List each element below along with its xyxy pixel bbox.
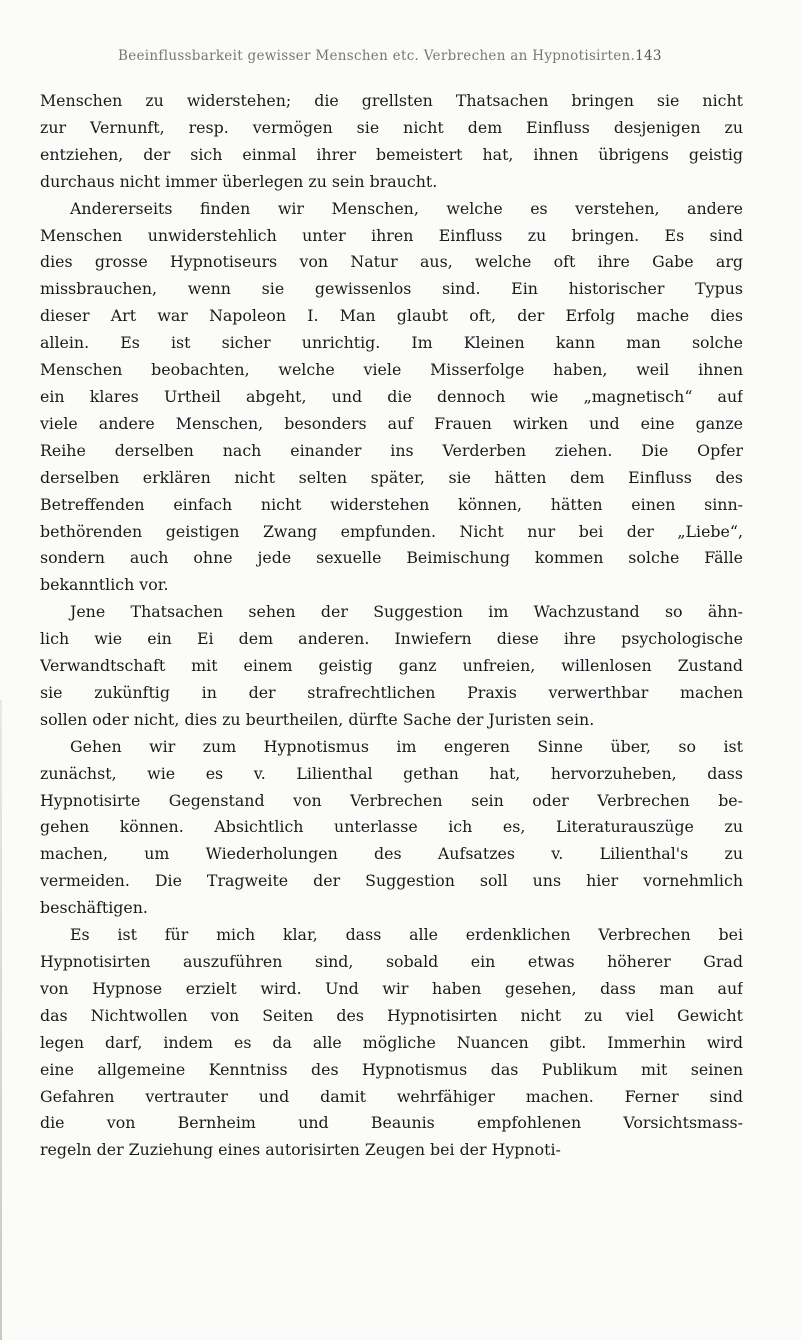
page-edge-shadow (0, 700, 2, 1340)
text-line: vermeiden. Die Tragweite der Suggestion soll uns hier vornehmlich (40, 871, 743, 891)
text-line: Verwandtschaft mit einem geistig ganz unfreien, willenlosen Zustand (40, 656, 743, 676)
paragraph (40, 922, 743, 1164)
running-title: Beeinflussbarkeit gewisser Menschen etc. Verbrechen an Hypnotisirten. (118, 48, 636, 64)
text-line: Es ist für mich klar, dass alle erdenklichen Verbrechen bei (70, 925, 743, 945)
text-line: Hypnotisirten auszuführen sind, sobald ein etwas höherer Grad (40, 952, 743, 971)
body-text (40, 88, 743, 1164)
text-line: sondern auch ohne jede sexuelle Beimischung kommen solche Fälle (40, 548, 743, 568)
text-line: Gefahren vertrauter und damit wehrfähiger machen. Ferner sind (40, 1086, 743, 1106)
text-line: zur Vernunft, resp. vermögen sie nicht dem Einfluss desjenigen zu (40, 117, 743, 137)
paragraph (40, 599, 743, 734)
text-line: von Hypnose erzielt wird. Und wir haben gesehen, dass man auf (40, 978, 743, 998)
text-line: regeln der Zuziehung eines autorisirten Zeugen bei der Hypnoti- (40, 1140, 561, 1160)
paragraph (40, 196, 743, 600)
text-line: lich wie ein Ei dem anderen. Inwiefern diese ihre psychologische (40, 629, 743, 649)
text-line: bekanntlich vor. (40, 575, 169, 595)
text-line: gehen können. Absichtlich unterlasse ich es, Literaturauszüge zu (40, 817, 743, 837)
text-line: zunächst, wie es v. Lilienthal gethan hat, hervorzuheben, dass (40, 763, 743, 783)
text-line: die von Bernheim und Beaunis empfohlenen Vorsichtsmass- (40, 1113, 743, 1133)
text-line: beschäftigen. (40, 898, 148, 918)
text-line: ein klares Urtheil abgeht, und die dennoch wie „magnetisch“ auf (40, 386, 743, 406)
text-line: sie zukünftig in der strafrechtlichen Praxis verwerthbar machen (40, 682, 743, 702)
text-line: derselben erklären nicht selten später, sie hätten dem Einfluss des (40, 467, 743, 487)
text-line: machen, um Wiederholungen des Aufsatzes v. Lilienthal's zu (40, 844, 743, 864)
text-line: Menschen zu widerstehen; die grellsten Thatsachen bringen sie nicht (40, 91, 743, 110)
text-line: Andererseits finden wir Menschen, welche es verstehen, andere (70, 198, 743, 218)
text-line: viele andere Menschen, besonders auf Frauen wirken und eine ganze (40, 413, 743, 433)
page-number: 143 (635, 48, 662, 64)
text-line: allein. Es ist sicher unrichtig. Im Kleinen kann man solche (40, 333, 743, 353)
text-line: das Nichtwollen von Seiten des Hypnotisirten nicht zu viel Gewicht (40, 1005, 743, 1025)
paragraph (40, 734, 743, 922)
text-line: entziehen, der sich einmal ihrer bemeistert hat, ihnen übrigens geistig (40, 144, 743, 164)
text-line: Betreffenden einfach nicht widerstehen können, hätten einen sinn- (40, 494, 743, 514)
text-line: missbrauchen, wenn sie gewissenlos sind. Ein historischer Typus (40, 279, 743, 299)
text-line: Jene Thatsachen sehen der Suggestion im Wachzustand so ähn- (70, 602, 743, 622)
text-line: Gehen wir zum Hypnotismus im engeren Sinne über, so ist (70, 736, 743, 756)
running-head (118, 48, 662, 64)
text-line: Menschen unwiderstehlich unter ihren Einfluss zu bringen. Es sind (40, 225, 743, 245)
text-line: eine allgemeine Kenntniss des Hypnotismus das Publikum mit seinen (40, 1059, 743, 1079)
text-line: sollen oder nicht, dies zu beurtheilen, dürfte Sache der Juristen sein. (40, 709, 595, 729)
text-line: legen darf, indem es da alle mögliche Nuancen gibt. Immerhin wird (40, 1032, 743, 1052)
text-line: Reihe derselben nach einander ins Verderben ziehen. Die Opfer (40, 440, 743, 460)
text-line: Hypnotisirte Gegenstand von Verbrechen sein oder Verbrechen be- (40, 790, 743, 810)
paragraph (40, 88, 743, 196)
text-line: durchaus nicht immer überlegen zu sein braucht. (40, 171, 438, 191)
text-line: Menschen beobachten, welche viele Misserfolge haben, weil ihnen (40, 360, 743, 380)
text-line: dieser Art war Napoleon I. Man glaubt oft, der Erfolg mache dies (40, 306, 743, 326)
text-line: bethörenden geistigen Zwang empfunden. Nicht nur bei der „Liebe“, (40, 521, 743, 541)
text-line: dies grosse Hypnotiseurs von Natur aus, welche oft ihre Gabe arg (40, 252, 743, 272)
